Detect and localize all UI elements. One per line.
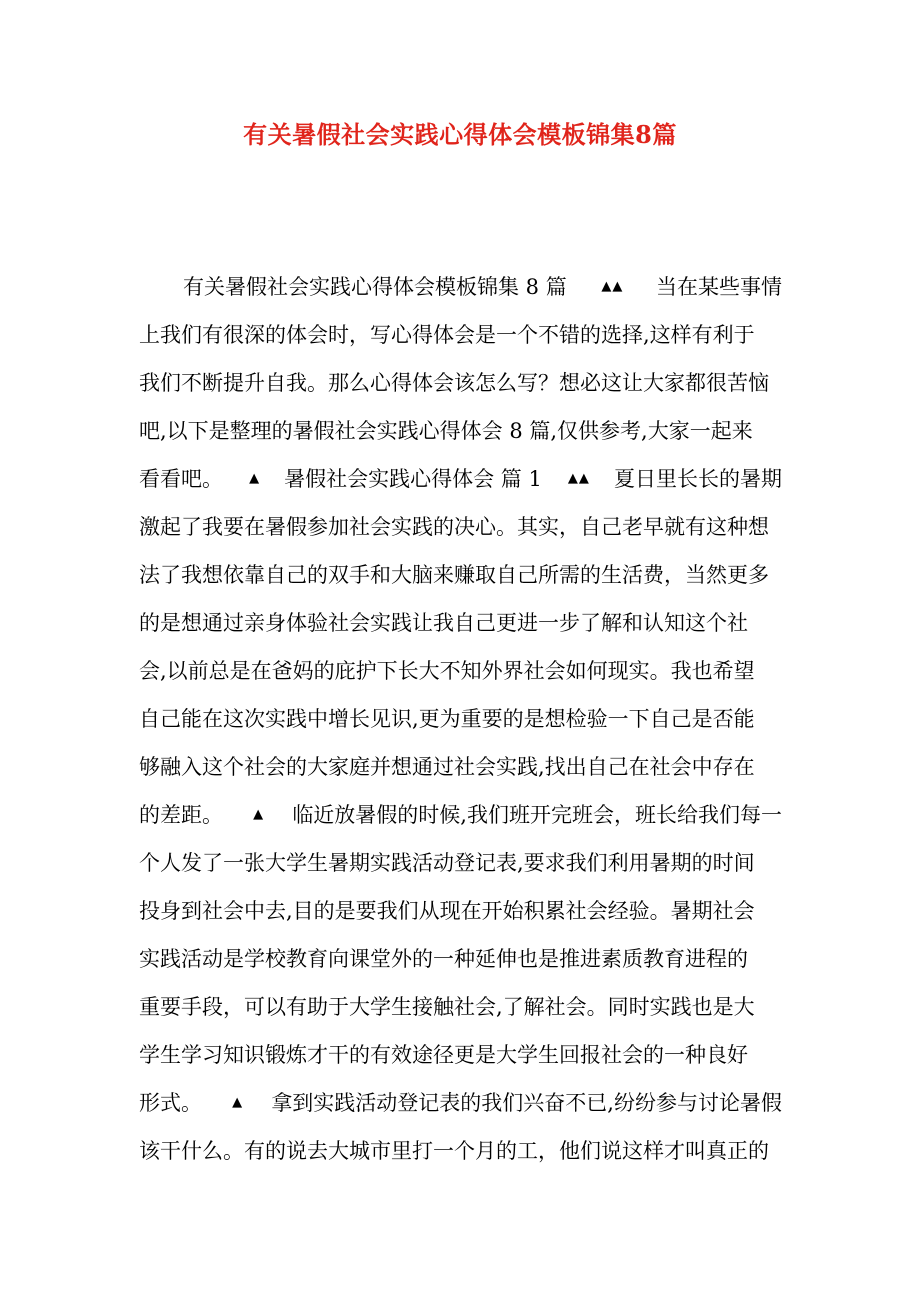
text-line xyxy=(139,1078,782,1126)
text-segment: 法了我想依靠自己的双手和大脑来赚取自己所需的生活费，当然更多 xyxy=(139,563,769,587)
paragraph-mark: ▲ xyxy=(249,470,261,486)
text-line xyxy=(139,982,782,1030)
paragraph-mark: ▲ xyxy=(232,1094,244,1110)
text-segment: 暑假社会实践心得体会 篇 1 xyxy=(284,467,542,491)
text-segment: 够融入这个社会的大家庭并想通过社会实践,找出自己在社会中存在 xyxy=(139,755,755,779)
text-line xyxy=(139,406,782,454)
text-line xyxy=(139,310,782,358)
text-line xyxy=(139,262,782,310)
text-line xyxy=(139,742,782,790)
text-line xyxy=(139,694,782,742)
text-segment: 拿到实践活动登记表的我们兴奋不已,纷纷参与讨论暑假 xyxy=(271,1091,782,1115)
document-body xyxy=(139,262,782,1174)
text-line xyxy=(139,358,782,406)
text-line xyxy=(139,838,782,886)
text-line xyxy=(139,502,782,550)
text-segment: 我们不断提升自我。那么心得体会该怎么写？想必这让大家都很苦恼 xyxy=(139,371,769,395)
text-segment: 激起了我要在暑假参加社会实践的决心。其实，自己老早就有这种想 xyxy=(139,515,769,539)
text-segment: 上我们有很深的体会时，写心得体会是一个不错的选择,这样有利于 xyxy=(139,323,755,347)
text-segment: 形式。 xyxy=(139,1091,202,1115)
text-segment: 吧,以下是整理的暑假社会实践心得体会 8 篇,仅供参考,大家一起来 xyxy=(139,419,753,443)
text-segment: 学生学习知识锻炼才干的有效途径更是大学生回报社会的一种良好 xyxy=(139,1043,748,1067)
text-line xyxy=(139,646,782,694)
text-line xyxy=(139,1030,782,1078)
text-line xyxy=(139,550,782,598)
text-segment: 看看吧。 xyxy=(139,467,223,491)
text-line xyxy=(139,934,782,982)
paragraph-mark: ▲ xyxy=(253,806,265,822)
text-segment: 的是想通过亲身体验社会实践让我自己更进一步了解和认知这个社 xyxy=(139,611,748,635)
text-segment: 临近放暑假的时候,我们班开完班会，班长给我们每一 xyxy=(292,803,782,827)
text-segment: 重要手段，可以有助于大学生接触社会,了解社会。同时实践也是大 xyxy=(139,995,755,1019)
text-line xyxy=(139,454,782,502)
text-line xyxy=(139,598,782,646)
text-line xyxy=(139,1126,782,1174)
text-segment: 投身到社会中去,目的是要我们从现在开始积累社会经验。暑期社会 xyxy=(139,899,755,923)
text-segment: 个人发了一张大学生暑期实践活动登记表,要求我们利用暑期的时间 xyxy=(139,851,755,875)
text-segment: 自己能在这次实践中增长见识,更为重要的是想检验一下自己是否能 xyxy=(139,707,755,731)
text-segment: 会,以前总是在爸妈的庇护下长大不知外界社会如何现实。我也希望 xyxy=(139,659,755,683)
text-segment: 当在某些事情 xyxy=(656,275,782,299)
text-segment: 夏日里长长的暑期 xyxy=(613,467,782,491)
text-segment: 实践活动是学校教育向课堂外的一种延伸也是推进素质教育进程的 xyxy=(139,947,748,971)
paragraph-mark: ▲▲ xyxy=(567,470,590,486)
text-segment: 的差距。 xyxy=(139,803,223,827)
text-segment: 该干什么。有的说去大城市里打一个月的工，他们说这样才叫真正的 xyxy=(139,1139,769,1163)
paragraph-mark: ▲▲ xyxy=(601,278,624,294)
text-line xyxy=(139,790,782,838)
text-line xyxy=(139,886,782,934)
text-segment: 有关暑假社会实践心得体会模板锦集 8 篇 xyxy=(183,275,567,299)
document-title: 有关暑假社会实践心得体会模板锦集8篇 xyxy=(243,120,677,149)
